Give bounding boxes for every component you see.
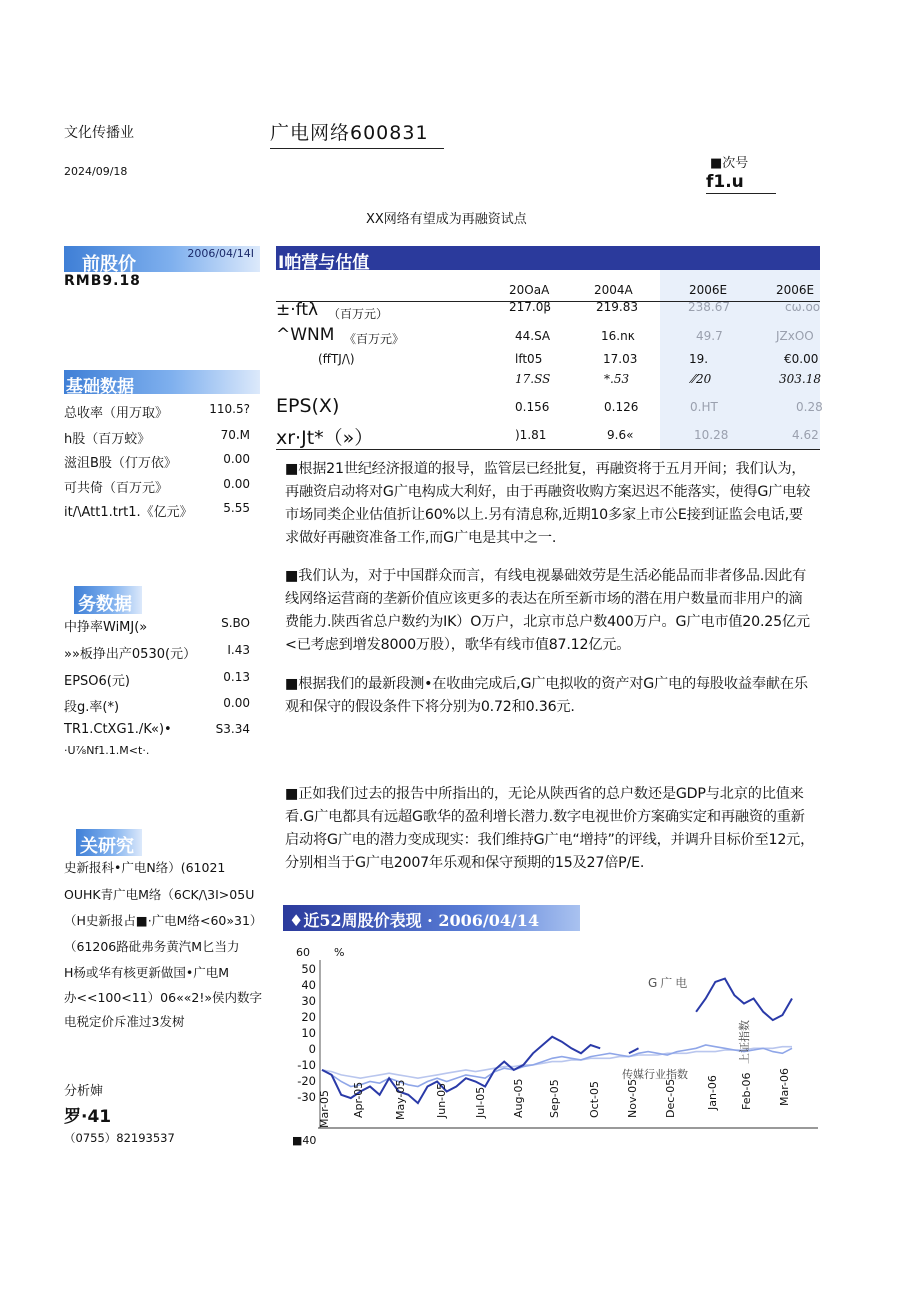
research-header xyxy=(76,829,142,856)
forecast-header xyxy=(276,246,820,273)
research-line: H杨或华有核更新做国•广电M xyxy=(64,965,230,980)
price-box-title: 前股价 xyxy=(82,254,136,275)
forecast-year: 2004A xyxy=(594,283,633,297)
analysis-paragraph: ■正如我们过去的报告中所指出的，无论从陕西省的总户数还是GDP与北京的比值来看.G广电都具有远超G歌华的盈利增长潜力.数字电视世价方案确实定和再融资的重新启动将G广电的潜力变成现实：我们维持G广电“增持”的评线，并调升目标价至12元，分别相当于G广电2007年乐观和保守预期的15及27倍P/E. xyxy=(285,786,815,871)
chart-x-tick: Feb-06 xyxy=(740,1072,753,1110)
fin-data-value: I.43 xyxy=(227,643,250,657)
forecast-value: €0.00 xyxy=(784,352,819,366)
fin-data-label: EPSO6(元) xyxy=(64,674,130,689)
chart-y-tick: 30 xyxy=(301,994,316,1008)
forecast-value: 238.67 xyxy=(688,300,730,314)
chart-x-tick: Mar-06 xyxy=(778,1067,791,1106)
chart-annotation-company: G广电 xyxy=(648,976,691,990)
forecast-value: 49.7 xyxy=(696,329,723,343)
basic-data-value: 70.M xyxy=(220,428,250,442)
fin-data-value: 0.13 xyxy=(223,670,250,684)
basic-data-row xyxy=(64,477,250,496)
forecast-value: 303.18 xyxy=(779,372,821,386)
forecast-value: 16.nκ xyxy=(601,329,635,343)
forecast-value: 17.03 xyxy=(603,352,638,366)
series-line-2 xyxy=(322,1047,792,1079)
forecast-row-unit: 《百万元》 xyxy=(344,332,405,346)
chart-y-tick: -10 xyxy=(297,1058,316,1072)
analysis-paragraph: ■根据21世纪经济报道的报导，监管层已经批复，再融资将于五月开间；我们认为，再融资启动将对G广电构成大利好，由于再融资收购方案迟迟不能落实，使得G广电较市场同类企业估值折让60%以上.另有清息称,近期10多家上市公E接到证监会电话,要求做好再融资准备工作,而G广电是其中之一. xyxy=(285,461,811,546)
research-line: （H史新报占■·广电M络<60»31） xyxy=(64,913,263,928)
fin-data-value: S3.34 xyxy=(215,722,250,736)
analyst-phone: （0755）82193537 xyxy=(64,1131,175,1145)
forecast-value: 219.83 xyxy=(596,300,638,314)
chart-banner xyxy=(283,905,580,931)
forecast-year: 2006E xyxy=(689,283,728,297)
chart-x-tick: Sep-05 xyxy=(548,1079,561,1118)
basic-data-header xyxy=(64,370,260,397)
fin-data-row xyxy=(64,616,250,635)
basic-data-row xyxy=(64,428,250,447)
chart-x-tick: May-05 xyxy=(394,1079,407,1120)
fin-data-label: 段g.率(*) xyxy=(64,700,120,715)
research-line: （61206路砒弗务黄汽M匕当力 xyxy=(64,939,240,954)
fin-data-row xyxy=(64,670,250,689)
chart-annotation-index: 上证指数 xyxy=(738,1020,751,1064)
forecast-title: I帕营与估值 xyxy=(278,253,370,273)
basic-data-title: 基础数据 xyxy=(66,377,134,397)
forecast-value: 44.SA xyxy=(515,329,551,343)
basic-data-value: 5.55 xyxy=(223,501,250,515)
basic-data-row xyxy=(64,402,250,421)
chart-y-tick: 50 xyxy=(301,962,316,976)
forecast-value: lft05 xyxy=(515,352,543,366)
forecast-row xyxy=(276,372,820,396)
headline: XX网络有望成为再融资试点 xyxy=(366,212,527,227)
chart-y-unit: % xyxy=(334,946,345,959)
forecast-value: 0.28 xyxy=(796,400,823,414)
chart-x-tick: Apr-05 xyxy=(352,1081,365,1118)
fin-data-label: TR1.CtXG1./K«)• xyxy=(64,722,172,737)
chart-x-tick: Mar-05 xyxy=(318,1089,331,1128)
forecast-value: 4.62 xyxy=(792,428,819,442)
forecast-value: cω.oo xyxy=(785,300,821,314)
forecast-row xyxy=(276,423,820,450)
chart-x-tick: Nov-05 xyxy=(626,1078,639,1118)
forecast-row-label: xr·Jt*（»） xyxy=(276,427,374,449)
fin-data-value: 0.00 xyxy=(223,696,250,710)
chart-y-tick: 0 xyxy=(308,1042,316,1056)
fin-data-label: 中挣率WiMJ(» xyxy=(64,620,148,635)
analysis-paragraph: ■根据我们的最新段测•在收曲完成后,G广电拟收的资产对G广电的每股收益奉献在乐观和保守的假设条件下将分别为0.72和0.36元. xyxy=(285,676,808,715)
basic-data-row xyxy=(64,452,250,471)
research-line: OUHK青广电M络（6CK/\3I>05U xyxy=(64,887,255,902)
basic-data-value: 0.00 xyxy=(223,452,250,466)
series-line-0 xyxy=(629,1048,639,1053)
forecast-value: 0.126 xyxy=(604,400,639,414)
fin-data-row xyxy=(64,696,250,715)
chart-x-tick: Oct-05 xyxy=(588,1081,601,1118)
basic-data-label: 可共倚（百万元》 xyxy=(64,481,169,496)
chart-x-tick: Dec-05 xyxy=(664,1078,677,1118)
fin-data-title: 务数据 xyxy=(78,594,132,615)
rating-value: f1.u xyxy=(706,172,776,194)
research-title: 关研究 xyxy=(80,836,134,857)
forecast-row xyxy=(276,395,823,421)
rating-label: ■次号 xyxy=(710,156,749,171)
forecast-year: 2006E xyxy=(776,283,815,297)
fin-data-header xyxy=(74,586,142,614)
basic-data-label: 总收率（用万取》 xyxy=(64,406,169,421)
forecast-value: 9.6« xyxy=(607,428,634,442)
forecast-year: 20OaA xyxy=(509,283,550,297)
forecast-value: ⁄⁄20 xyxy=(692,372,712,386)
forecast-value: 217.0β xyxy=(509,300,552,314)
forecast-row-label: (ffTJ/\) xyxy=(318,352,355,366)
chart-y-tick: 10 xyxy=(301,1026,316,1040)
basic-data-label: 滋沮B股（仃万依》 xyxy=(64,456,177,471)
chart-y-tick: -20 xyxy=(297,1074,316,1088)
forecast-row xyxy=(276,325,820,349)
company-title: 广电网络600831 xyxy=(270,118,444,149)
fin-data-extra: ·U⅞Nf1.1.M<t·. xyxy=(64,744,150,757)
chart-y-top-label: 60 xyxy=(296,946,310,959)
chart-x-tick: Jun-05 xyxy=(435,1082,448,1118)
analyst-name: 罗·41 xyxy=(64,1107,112,1127)
chart-x-tick: Jul-05 xyxy=(474,1086,487,1118)
chart-y-tick: 20 xyxy=(301,1010,316,1024)
forecast-value: JZxOO xyxy=(776,329,814,343)
basic-data-row xyxy=(64,501,250,520)
basic-data-value: 0.00 xyxy=(223,477,250,491)
forecast-row-label: EPS(X) xyxy=(276,395,340,417)
forecast-value: *.53 xyxy=(604,372,630,386)
forecast-value: 19. xyxy=(689,352,709,366)
industry-label: 文化传播业 xyxy=(64,125,134,141)
chart-y-tick: -30 xyxy=(297,1090,316,1104)
analysis-paragraph: ■我们认为，对于中国群众而言，有线电视暴础效劳是生活必能品而非者侈品.因此有线网络运营商的垄新价值应该更多的表达在所至新市场的潜在用户数量而非用户的滴费能力.陕西省总户数约为IK）O万户，北京市总户数400万户。G广电市值20.25亿元<已考虑到增发8000万股），歌华有线市值87.12亿元。 xyxy=(285,568,810,653)
forecast-row-label: ^WNM xyxy=(276,325,335,345)
chart-y-tick: 40 xyxy=(301,978,316,992)
forecast-value: 0.156 xyxy=(515,400,550,414)
report-date: 2024/09/18 xyxy=(64,165,128,178)
chart-x-tick: Jan-06 xyxy=(706,1075,719,1110)
current-price: RMB9.18 xyxy=(64,273,141,289)
fin-data-label: »»板挣出产0530(元） xyxy=(64,647,197,662)
price-box-header xyxy=(64,246,260,275)
research-line: 电税定价斥准过3发树 xyxy=(64,1014,185,1029)
basic-data-value: 110.5? xyxy=(209,402,250,416)
chart-y-bottom-label: ■40 xyxy=(292,1134,317,1147)
forecast-row xyxy=(276,300,820,324)
forecast-value: )1.81 xyxy=(515,428,547,442)
fin-data-row xyxy=(64,722,250,737)
forecast-row-label: ±·ftλ xyxy=(276,300,319,320)
forecast-row-unit: （百万元） xyxy=(328,307,389,321)
chart-banner-text: ♦近52周股价表现 · 2006/04/14 xyxy=(289,911,540,930)
fin-data-row xyxy=(64,643,250,662)
analyst-title: 分析婶 xyxy=(64,1084,104,1099)
price-box-date: 2006/04/14I xyxy=(187,247,254,260)
basic-data-label: it/\Att1.trt1.《亿元》 xyxy=(64,505,193,520)
fin-data-value: S.BO xyxy=(221,616,250,630)
series-line-0 xyxy=(696,979,792,1021)
chart-x-tick: Aug-05 xyxy=(512,1078,525,1118)
research-line: 办<<100<11）06««2!»侯内数字 xyxy=(64,990,262,1005)
chart-annotation-media: 传媒行业指数 xyxy=(622,1068,688,1081)
forecast-value: 17.SS xyxy=(515,372,551,386)
forecast-value: 0.HT xyxy=(690,400,718,414)
basic-data-label: h股（百万蛟》 xyxy=(64,432,151,447)
forecast-value: 10.28 xyxy=(694,428,729,442)
research-line: 史新报科•广电N络）(61021 xyxy=(64,860,226,875)
